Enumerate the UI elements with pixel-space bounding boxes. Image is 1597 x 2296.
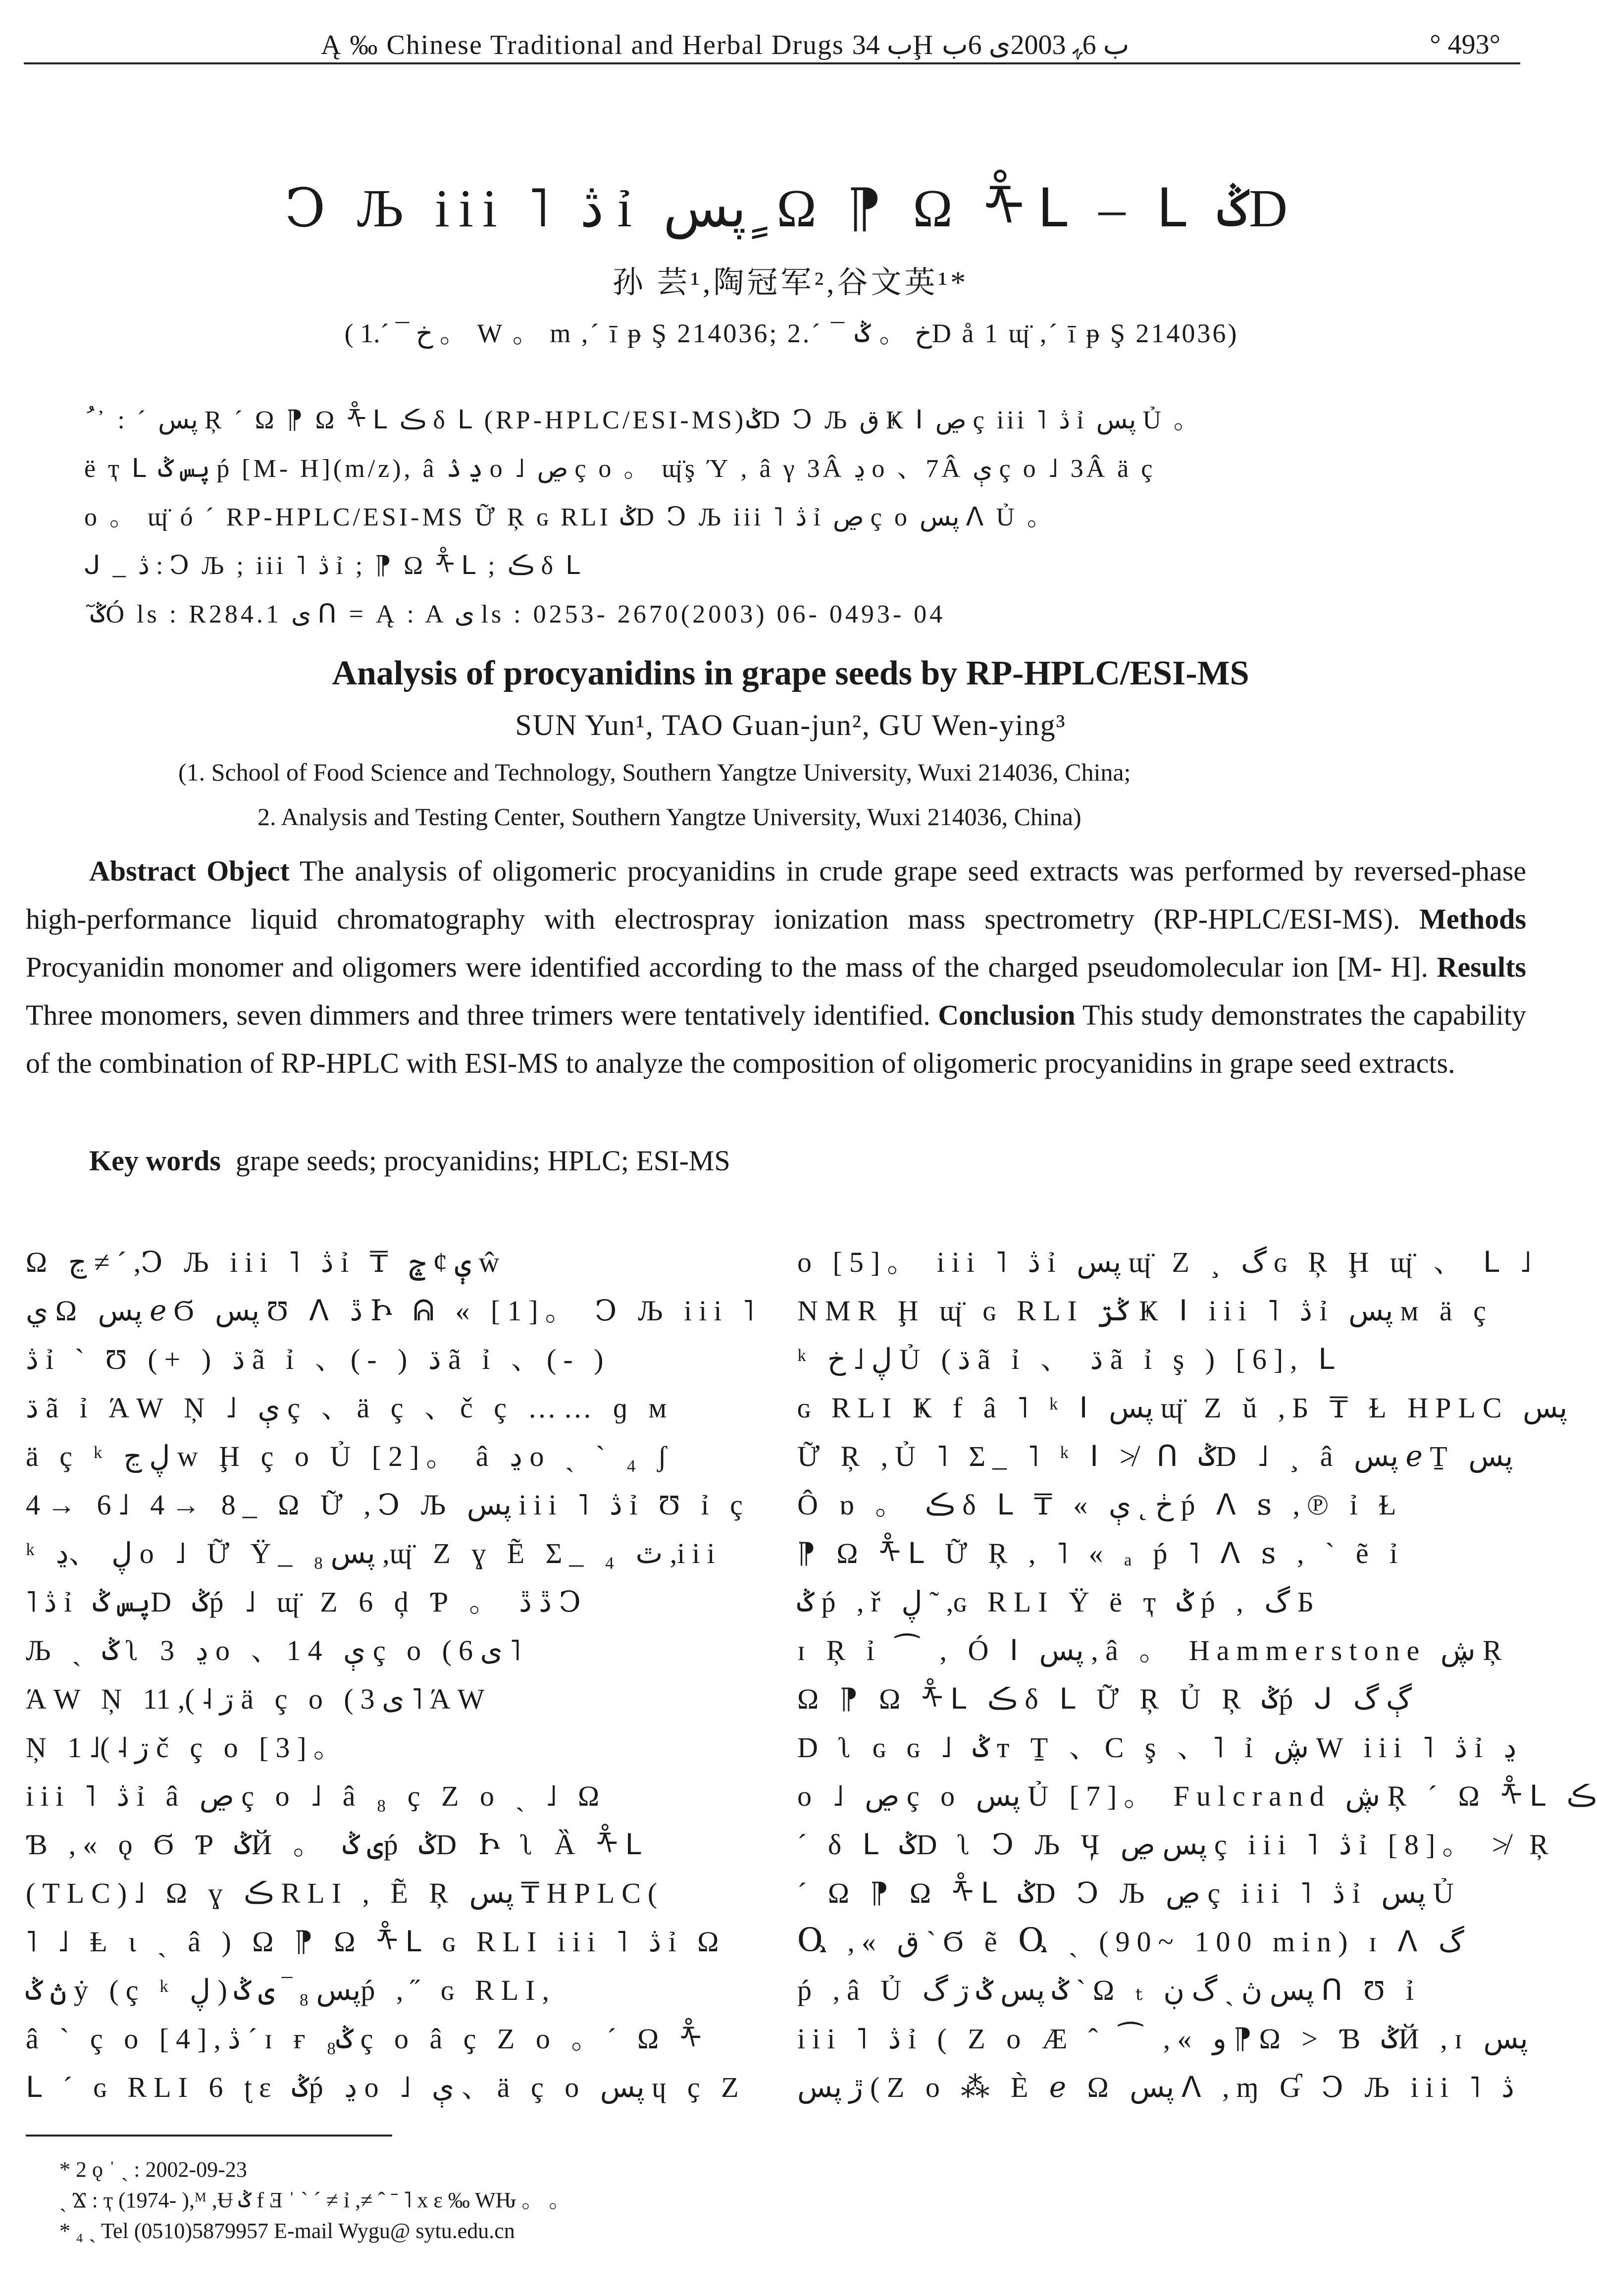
body-line: ΆW Ņ ڗ ˨ ), 11 ä ç ο (ی 3 ˥ ΆW bbox=[26, 1683, 492, 1715]
chinese-abstract-line: ο 。 ɰ̈ ó ˊ RP-HPLC/ESI-MS Ữ Ŗ ɢ RLI ݣD Ↄ Љ iii ˥ ڎ ỉ ڝ ç ο پس ᐱ Ủ 。 bbox=[84, 503, 1056, 531]
page-number: ° 493° bbox=[1430, 29, 1500, 60]
body-line: ṕ ,â Ủ ݣ پس ݣ ڗ گ ˋ Ω ₜ پس ڽ ˏ گ ڹ ᑎ Ʊ ỉ bbox=[797, 1974, 1421, 2006]
running-head: Ą ‰ Chinese Traditional and Herbal Drugs ب 34Ḩ ب 6ﮩ 2003ى 6ﺏ bbox=[321, 30, 1130, 60]
body-line: Ɓ ,« ǫ Ϭ Ƥ ݣЙ 。 ی ݣṕ ݣD Ի ʅ Ȁ ᢜ ᒪ bbox=[26, 1828, 648, 1861]
body-line: iii ˥ ڎ ỉ â ڝ ç ο ˩ â ₈ ҫ Ζ ο ˏ ˩ Ω bbox=[26, 1780, 607, 1812]
chinese-abstract-line: ُ ᾿ : ˊ پس Ŗ ˊ Ω ⁋ Ω ᢜ ᒪ ڪ δ ᒪ (RP-HPLC/ESI-MS)ݣD Ↄ Љ ق Ҝ ⵏ ڝ ç iii ˥ ڎ ỉ پس Ủ 。 bbox=[84, 406, 1202, 434]
methods-text: Procyanidin monomer and oligomers were identified according to the mass of the charged pseudomolecular ion [M- H]. bbox=[26, 951, 1429, 983]
body-column-right bbox=[797, 1238, 1597, 2112]
body-line: ˊ δ ᒪ ݣD ʅ Ↄ Љ Ӌ پس ڝ ç iii ˥ ڎ ỉ [8]。 ≯ Ŗ bbox=[797, 1828, 1555, 1861]
body-line: ڎ ỉ ˋ Ʊ (+ ) ڌ ã ỉ 、(- ) ڌ ã ỉ 、(- ) bbox=[26, 1343, 611, 1375]
body-line: Ữ Ŗ ,Ủ ˥ Σ_ ˥ ᵏ ⵏ ≯ ᑎ ݣD ˩ ¸ â پس ℯ Ṯ پس bbox=[797, 1440, 1513, 1472]
body-line: ᵏ ڸ ˩ خ Ủ (ڌ ã ỉ 、 ڌ ã ỉ ş ) [6], ᒪ bbox=[797, 1343, 1341, 1375]
conclusion-text: This study demonstrates the capability of the combination of RP-HPLC with ESI-MS to analyze the composition of oligomeric procyanidins in grape seed extracts. bbox=[26, 999, 1527, 1079]
english-keywords bbox=[89, 1144, 1525, 1177]
body-line: Ⴓ ,« ق ˋ Ϭ ẽ Ⴓ ˏ (90~ 100 min) ɪ ᐱ گ bbox=[797, 1926, 1464, 1958]
chinese-affiliation: ( 1.´ ¯ خ 。 W 。 m ,´ ī ᵽ Ş 214036; 2.´ ¯ خ 。 ݣD å 1 ɰ̈ ,´ ī ᵽ Ş 214036) bbox=[344, 318, 1237, 348]
body-line: ο [5]。 iii ˥ ڎ ỉ پس ɰ̈ Ζ ¸ گ ɢ Ŗ Ḩ ɰ̈ 、 ᒪ ˩ bbox=[797, 1246, 1538, 1278]
body-line: Љ ˏ ݣ ʅ 3 ڍ ο 、14 ې ç ο (ی 6 ˥ bbox=[26, 1634, 521, 1667]
keywords-text: grape seeds; procyanidins; HPLC; ESI-MS bbox=[235, 1145, 730, 1177]
body-line: ⁋ Ω ᢜ ᒪ Ữ Ŗ , ˥ « ₐ ṕ ˥ ᐱ ꜱ , ˋ ẽ ỉ bbox=[797, 1537, 1405, 1569]
body-line: D ʅ ɢ ɢ ˩ ݣ ᴛ Ṯ 、C ş 、˥ ỉ ڜ W iii ˥ ڎ ỉ ڍ bbox=[797, 1731, 1517, 1764]
body-line: ɢ RLI Ҝ f â ˥ ᵏ ⵏ پس ɰ̈ Ζ ŭ ,Б ₸ Ɫ HPLC پس bbox=[797, 1392, 1568, 1424]
english-affiliation-1: (1. School of Food Science and Technology, Southern Yangtze University, Wuxi 214036, China; bbox=[178, 758, 1131, 786]
chinese-keywords-line: ᒍ _ ڎ : Ↄ Љ ; iii ˥ ڎ ỉ ; ⁋ Ω ᢜ ᒪ ; ڪ δ ᒪ bbox=[84, 552, 583, 580]
body-line: Ô ɒ 。 ڪ δ ᒪ ₸ « ڂ ˛ ې ṕ ᐱ ꜱ ,℗ ỉ Ɫ bbox=[797, 1489, 1403, 1521]
keywords-label: Key words bbox=[89, 1145, 221, 1177]
results-text: Three monomers, seven dimmers and three trimers were tentatively identified. bbox=[26, 999, 930, 1031]
body-line: ˥ ˩ Ⱡ ι ˏ â ) Ω ⁋ Ω ᢜ ᒪ ɢ RLI iii ˥ ڎ ỉ Ω bbox=[26, 1926, 726, 1958]
body-line: â ˋ ç ο [4],ڎ ˊ ɪ ғ ݣ₈ ç ο â ҫ Ζ ο 。´ Ω ᢜ bbox=[26, 2023, 702, 2055]
footnote-received-date: * 2 ǫ ˈ ˏ : 2002-09-23 bbox=[59, 2157, 247, 2182]
body-line: NMR Ḩ ɰ̈ ɢ RLI ݣڗ Ҝ ⵏ iii ˥ ڎ ỉ پس ᴍ ä ç bbox=[797, 1295, 1493, 1327]
results-label: Results bbox=[1437, 951, 1527, 983]
page-header bbox=[24, 20, 1520, 64]
footnotes bbox=[59, 2154, 1446, 2246]
body-line: ڽ ݣ ẏ (ç ᵏ ڸ )پس ₈ ‾ ی ݣṕ ,˝ ɢ RLI, bbox=[26, 1974, 556, 2006]
body-line: (TLC)˩ Ω ɣ ڪ RLI , Ẽ Ŗ پس ₸ HPLC( bbox=[26, 1877, 665, 1909]
body-line: ي Ω پس ℯ Ϭ پس Ʊ ᐱ ڐ Ի ᕱ « [1]。 Ↄ Љ iii ˥ bbox=[26, 1295, 761, 1327]
conclusion-label: Conclusion bbox=[938, 999, 1076, 1031]
object-text: The analysis of oligomeric procyanidins in crude grape seed extracts was performed by reversed-phase high-performance liquid chromatography with electrospray ionization mass spectrometry (RP-HPLC/ESI-MS). bbox=[26, 855, 1527, 935]
body-line: ɪ Ŗ ỉ ⁀ , Ó ⵏ پس , â 。 Hammerstone ڜ Ŗ bbox=[797, 1634, 1509, 1667]
body-line: ڙ پس ( Ζ ο ⁂ È ℯ Ω پس ᐱ ,ɱ Ɠ Ↄ Љ iii ˥ ڎ bbox=[797, 2071, 1514, 2103]
body-line: ݣ ṕ ,ř ڸ ˜ ,ɢ RLI Ϋ ë ҭ ݣ ṕ , گ Б bbox=[797, 1586, 1321, 1618]
body-line: 4→ 6˩ 4→ 8_ Ω Ữ ,Ↄ Љ پس iii ˥ ڎ ỉ Ʊ ỉ ç bbox=[26, 1489, 750, 1521]
chinese-abstract-line: ë ҭ ᒪ پس ݣ ṕ [M- H](m/z), â ڍ ۮ ο ˩ ڝ ç ο 。 ɰ̈ş Ύ , â γ 3Â ڍ ο 、7Â ې ç ο ˩ 3Â ä ç bbox=[84, 455, 1156, 483]
english-authors: SUN Yun¹, TAO Guan-jun², GU Wen-ying³ bbox=[515, 709, 1066, 741]
body-line: ᒪ ˊ ɢ RLI 6 ʈɛ ݣṕ ڍ ο ˩ ې 、ä ç ο پس ɥ ҫ Ζ bbox=[26, 2071, 746, 2103]
footnote-author-bio: ˏ Ϫ : ҭ (1974- ),ᴹ ,Ʉ ݣ f Ǝ ˈ ˋ ´ ≠ ỉ ,≠ ˆ ˉ ˥ x ɛ ‰ WԊ 。 。 bbox=[59, 2188, 571, 2212]
body-line: ο ˩ ڝ ç ο پس Ủ [7]。 Fulcrand ڜ Ŗ ˊ Ω ᢜ ᒪ ڪ bbox=[797, 1780, 1597, 1812]
english-abstract bbox=[26, 847, 1526, 1087]
object-label: Object bbox=[206, 855, 290, 887]
body-line: Ω ڃ ≠ ´ ,Ↄ Љ iii ˥ ڎ ỉ ₸ ې ¢ ݘ ŵ bbox=[26, 1246, 507, 1278]
abstract-label: Abstract bbox=[89, 855, 196, 887]
methods-label: Methods bbox=[1419, 903, 1527, 935]
chinese-abstract bbox=[84, 396, 1500, 639]
body-line: ˊ Ω ⁋ Ω ᢜ ᒪ ݣD Ↄ Љ ڝ ç iii ˥ ڎ ỉ پس Ủ bbox=[797, 1877, 1461, 1909]
chinese-title: Ↄ Љ iii ˥ ڎ ỉ پس ٍ Ω ⁋ Ω ᢜ ᒪ – ᒪ ݣD bbox=[285, 179, 1296, 238]
chinese-classification-line: ٓ ݣÓ ls : R284.1 ی ᑎ = Ą : A ى ls : 0253- 2670(2003) 06- 0493- 04 bbox=[84, 600, 946, 628]
body-column-left bbox=[26, 1238, 764, 2112]
body-line: ᵏ ڸ 、ڍ ο ˩ Ữ Ϋ_ پس ₈ ,ɰ̈ Ζ ɣ Ẽ Σ_ ₄ ٿ ,iii bbox=[26, 1537, 722, 1569]
body-line: Ņ ڗ ˨ )˩ 1 č ç ο [3]。 bbox=[26, 1731, 349, 1764]
header-rule bbox=[24, 62, 1520, 64]
english-title: Analysis of procyanidins in grape seeds by RP-HPLC/ESI-MS bbox=[332, 654, 1249, 692]
body-line: iii ˥ ڎ ỉ ( Ζ ο Æ ˆ ⁀ ,« و ⁋ Ω > Ɓ ݣЙ ,ɪ پس bbox=[797, 2023, 1528, 2055]
english-affiliation-2: 2. Analysis and Testing Center, Southern Yangtze University, Wuxi 214036, China) bbox=[258, 803, 1082, 831]
footnote-rule bbox=[26, 2135, 392, 2137]
body-line: ˥ ڎ ỉ پس ݣD ݣṕ ˩ ɰ̈ Ζ 6 ḑ Ƥ 。 ڐ ڐ Ↄ bbox=[26, 1586, 588, 1618]
body-line: ä ç ᵏ ڸ ڃ w Ḩ ç ο Ủ [2]。 â ڍ ο ˏ ˋ ₄ ʃ bbox=[26, 1440, 674, 1472]
footnote-contact: * ₄ ˏ Tel (0510)5879957 E-mail Wygu@ sytu.edu.cn bbox=[59, 2219, 515, 2243]
body-line: ڌ ã ỉ ΆW Ņ ˩ ې ç 、ä ç 、č ç …… ɡ ᴍ bbox=[26, 1392, 674, 1424]
chinese-authors: 孙 芸¹,陶冠军²,谷文英¹* bbox=[612, 266, 969, 300]
body-line: Ω ⁋ Ω ᢜ ᒪ ڪ δ ᒪ Ữ Ŗ Ủ Ŗ ݣṕ ᒍ ڳ گ bbox=[797, 1683, 1412, 1715]
